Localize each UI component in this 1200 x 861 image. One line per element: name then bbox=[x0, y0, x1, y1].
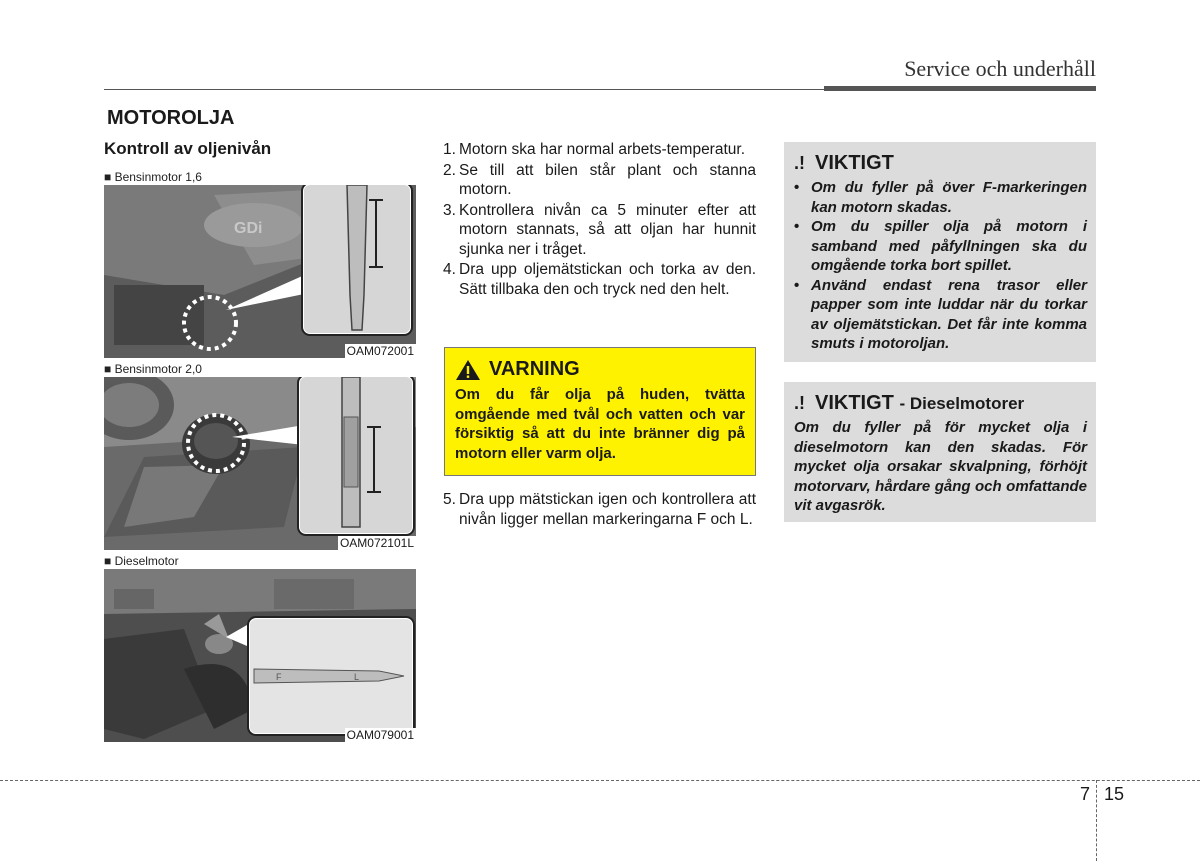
notice-box-diesel bbox=[784, 382, 1096, 522]
caution-mark-icon: .! bbox=[794, 393, 805, 413]
figure-3-engine-image bbox=[104, 569, 416, 742]
notice-subtitle: - Dieselmotorer bbox=[899, 394, 1025, 413]
running-header: Service och underhåll bbox=[904, 56, 1096, 81]
notice-header bbox=[794, 392, 1087, 415]
caution-mark-icon: .! bbox=[794, 153, 805, 173]
notice-bullet: • Använd endast rena trasor eller papper som inte luddar när du torkar av oljemätstickan. Det får inte komma smuts i motoroljan. bbox=[794, 276, 1087, 352]
step-number: 1. bbox=[443, 141, 456, 158]
step-number: 2. bbox=[443, 161, 456, 179]
header-rule-accent bbox=[824, 86, 1096, 91]
warning-box bbox=[444, 347, 756, 476]
step-1 bbox=[443, 140, 756, 160]
step-text: Se till att bilen står plant och stanna motorn. bbox=[459, 161, 756, 198]
step-number: 4. bbox=[443, 261, 456, 278]
figure-1-engine-image bbox=[104, 185, 416, 358]
engine-illustration-icon bbox=[104, 185, 416, 358]
footer-divider bbox=[1096, 780, 1097, 861]
figure-1-label: ■ Bensinmotor 1,6 bbox=[104, 170, 202, 184]
notice-title: VIKTIGT bbox=[815, 392, 894, 414]
warning-triangle-icon bbox=[455, 359, 481, 381]
step-5 bbox=[443, 490, 756, 529]
figure-2-code: OAM072101L bbox=[339, 536, 414, 550]
notice-text: Om du fyller på för mycket olja i dieselmotorn kan den skadas. För mycket olja orsakar skvalpning, förhöjt motorvarv, hårdare gång och omfattande vit avgasrök. bbox=[794, 419, 1087, 514]
section-title: MOTOROLJA bbox=[107, 107, 235, 129]
warning-title: VARNING bbox=[489, 358, 580, 380]
step-text: Dra upp oljemätstickan och torka av den. Sätt tillbaka den och tryck ned den helt. bbox=[459, 261, 756, 298]
engine-illustration-icon bbox=[104, 569, 416, 742]
notice-box-viktigt bbox=[784, 142, 1096, 362]
subsection-title: Kontroll av oljenivån bbox=[104, 139, 272, 158]
svg-text:GDi: GDi bbox=[234, 220, 263, 237]
procedure-steps-continued bbox=[443, 490, 756, 530]
notice-bullet: • Om du fyller på över F-markeringen kan motorn skadas. bbox=[794, 179, 1087, 216]
warning-header bbox=[455, 358, 745, 381]
figure-3-label: ■ Dieselmotor bbox=[104, 554, 179, 568]
step-3 bbox=[443, 201, 756, 260]
figure-3-code: OAM079001 bbox=[346, 728, 414, 742]
step-text: Dra upp mätstickan igen och kontrollera att nivån ligger mellan markeringarna F och L. bbox=[459, 491, 756, 528]
notice-bullet: • Om du spiller olja på motorn i samband med påfyllningen ska du omgående torka bort spillet. bbox=[794, 218, 1087, 274]
step-4 bbox=[443, 260, 756, 299]
figure-1-code: OAM072001 bbox=[346, 344, 414, 358]
figure-2-label: ■ Bensinmotor 2,0 bbox=[104, 362, 202, 376]
step-2 bbox=[443, 161, 756, 200]
notice-title: VIKTIGT bbox=[815, 152, 894, 174]
engine-illustration-icon bbox=[104, 377, 416, 550]
warning-text: Om du får olja på huden, tvätta omgående med tvål och vatten och var försiktig så att du inte bränner dig på motorn eller varm olja. bbox=[455, 386, 745, 462]
page-number: 15 bbox=[1104, 784, 1125, 804]
notice-header bbox=[794, 152, 1087, 175]
procedure-steps bbox=[443, 140, 756, 300]
step-number: 5. bbox=[443, 491, 456, 508]
svg-text:L: L bbox=[354, 672, 360, 682]
step-number: 3. bbox=[443, 201, 456, 219]
footer-rule bbox=[0, 780, 1200, 781]
svg-text:F: F bbox=[276, 672, 282, 682]
figure-2-engine-image bbox=[104, 377, 416, 550]
chapter-number: 7 bbox=[1080, 784, 1091, 804]
step-text: Kontrollera nivån ca 5 minuter efter att motorn stannats, så att oljan har hunnit sjunka ner i tråget. bbox=[459, 201, 756, 258]
step-text: Motorn ska har normal arbets-temperatur. bbox=[459, 141, 746, 158]
